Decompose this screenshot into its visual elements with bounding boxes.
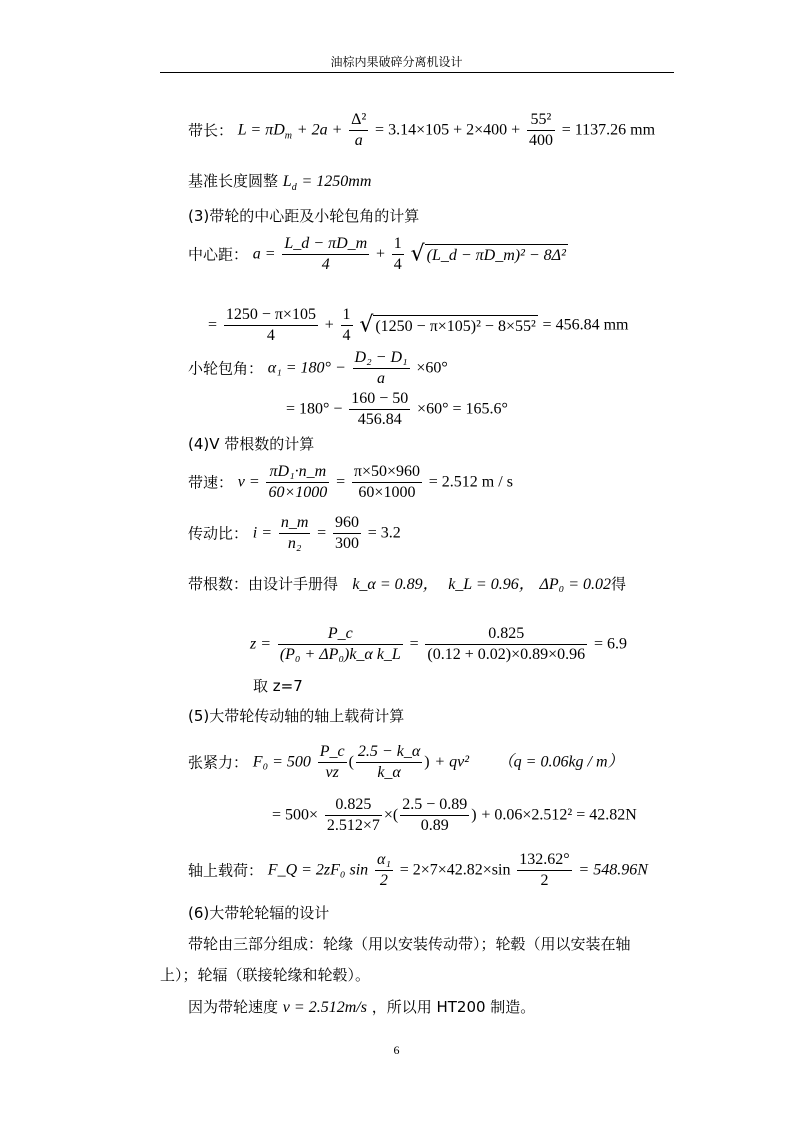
tension-q: （q = 0.06kg / m） [497,753,624,771]
belt-length-mid: = 3.14×105 + 2×400 + [375,121,521,139]
fraction-numerator: πD₁·n_m [266,462,329,483]
fraction-denominator: 400 [528,132,553,149]
fraction-numerator: π×50×960 [352,462,422,483]
shaft-load-line [188,850,648,891]
datum-length-value: = 1250mm [301,173,372,190]
fraction-denominator: (P₀ + ΔP₀)k_α k_L [279,646,401,663]
wrap-angle-head-2: = 180° − [286,400,343,418]
fraction-denominator: 60×1000 [268,484,328,501]
fraction-numerator: 1 [392,234,404,255]
tension2-fraction [325,795,382,836]
datum-length-label: 基准长度圆整 [188,172,279,190]
center-plus: + [375,245,386,263]
ratio-fraction [279,513,311,554]
center-distance-a: a = [252,245,276,263]
datum-length-symbol: L [282,173,292,190]
fraction-numerator: n_m [279,513,311,534]
tension-paren-fraction [356,742,422,783]
section-3-heading: (3)带轮的中心距及小轮包角的计算 [188,207,420,225]
fraction-denominator: a [354,132,363,149]
paragraph-line-1: 带轮由三部分组成：轮缘（用以安装传动带）；轮毂（用以安装在轴 [188,935,631,953]
tension-f: F₀ = 500 [252,753,311,771]
tension-tail: + qv² [434,753,470,771]
fraction-numerator: 2.5 − 0.89 [400,795,469,816]
z-result: = 6.9 [593,635,627,653]
tension-fraction [318,742,347,783]
wrap-angle-alpha: α₁ = 180° − [267,359,346,377]
belt-count-de: 得 [611,575,627,593]
section-4-heading: (4)V 带根数的计算 [188,435,315,453]
center-distance-fraction-2 [224,305,318,346]
paragraph-3-start: 因为带轮速度 [188,998,279,1016]
fraction-numerator: 960 [333,513,361,534]
fraction-denominator: 4 [342,327,351,344]
fraction-denominator: 4 [321,256,330,273]
fraction-numerator: D₂ − D₁ [353,348,410,369]
paragraph-line-2: 上）；轮辐（联接轮缘和轮毂）。 [160,966,371,984]
tension-line-2: = 500× $\frac{0.825}{2.512\times 7}$ ×( $\frac{2.5 - 0.89}{0.89}$ ) + 0.06×2.512² = 42.82N [272,796,637,834]
fraction-denominator: 300 [334,535,359,552]
paragraph-3-speed: v = 2.512m/s [282,999,367,1016]
center-sqrt-body-2: (1250 − π×105)² − 8×55² [373,315,537,337]
paragraph-line-3 [188,998,535,1017]
fraction-denominator: 4 [266,327,275,344]
belt-count-line [188,575,626,594]
wrap-angle-line [188,348,448,389]
center-distance-fraction [282,234,369,275]
fraction-denominator: a [377,370,386,387]
center-plus-2: + [324,316,334,334]
belt-length-line: 带长： $L = \pi D_m + 2a$ + $\frac{\text{Δ²}}{a}$ = 3.14×105 + 2×400 + $\frac{\text{55²}}{400}$ = 1137.26 mm [188,111,656,149]
belt-length-result: = 1137.26 mm [561,121,656,139]
z-head: z = [250,635,272,653]
datum-length-line: 基准长度圆整 $L_d = 1250mm$ [188,172,372,193]
center-eq: = [208,316,218,334]
fraction-denominator: 2 [540,872,549,889]
fraction-numerator: 1250 − π×105 [224,305,318,326]
tension2-head: = 500× [272,806,319,824]
fraction-denominator: 456.84 [357,411,402,428]
fraction-numerator: P_c [278,624,403,645]
shaft-load-f: F_Q = 2zF₀ sin [267,861,369,879]
belt-length-label: 带长： [188,121,234,140]
fraction-numerator: 55² [527,110,555,131]
paragraph-3-end: ，所以用 HT200 制造。 [371,998,536,1016]
fraction-numerator: P_c [318,742,347,763]
belt-speed-label: 带速： [188,473,234,492]
z-eq: = [409,635,419,653]
wrap-angle-fraction [353,348,410,389]
z-formula-line [250,624,627,665]
ratio-result: = 3.2 [367,524,401,542]
wrap-angle-fraction-2 [349,389,410,430]
wrap-angle-label: 小轮包角： [188,359,264,378]
tension-label: 张紧力： [188,753,249,772]
center-sqrt-body: (L_d − πD_m)² − 8Δ² [425,244,568,266]
page-number: 6 [393,1043,400,1057]
belt-count-kl: k_L = 0.96， [448,576,535,593]
belt-speed-result: = 2.512 m / s [428,473,513,491]
belt-speed-v: v = [237,473,260,491]
belt-length-fraction [349,110,368,151]
section-5-heading: (5)大带轮传动轴的轴上载荷计算 [188,707,405,725]
shaft-load-label: 轴上载荷： [188,861,264,880]
tension2-tail: + 0.06×2.512² = 42.82N [481,806,637,824]
radical-sign: √ [410,241,425,267]
belt-speed-fraction [266,462,329,503]
tension2-paren-fraction [400,795,469,836]
wrap-angle-tail: ×60° [416,359,448,377]
belt-length-rest: + 2a + [296,121,343,139]
center-quarter-fraction [392,234,404,275]
shaft-load-fraction-2 [517,850,571,891]
tension-line: 张紧力： F₀ = 500 $\frac{P\_c}{vz}$ ( $\frac{2.5 - k\_\alpha}{k\_\alpha}$ ) + qv² （q = 0.06kg / m） [188,743,624,781]
fraction-denominator: vz [325,764,339,781]
fraction-numerator: 160 − 50 [349,389,410,410]
belt-count-dp: ΔP₀ = 0.02 [539,576,612,593]
belt-length-fraction-2 [527,110,555,151]
shaft-load-fraction [375,850,393,891]
fraction-denominator: 0.89 [420,817,449,834]
center-result: = 456.84 mm [542,316,629,334]
fraction-numerator: 2.5 − k_α [356,742,422,763]
take-z-line: 取 z=7 [253,677,303,695]
belt-count-label: 带根数：由设计手册得 [188,575,339,593]
header-rule [160,72,674,73]
fraction-numerator: Δ² [349,110,368,131]
fraction-numerator: L_d − πD_m [282,234,369,255]
belt-speed-eq: = [336,473,346,491]
fraction-numerator: 0.825 [425,624,587,645]
page-header-title: 油棕内果破碎分离机设计 [330,55,463,69]
ratio-fraction-2 [333,513,361,554]
center-distance-label: 中心距： [188,245,249,264]
z-fraction-2 [425,624,587,665]
z-fraction [278,624,403,665]
shaft-load-result: = 548.96N [578,861,648,879]
fraction-denominator: 2 [379,872,388,889]
ratio-i: i = [252,524,273,542]
center-distance-line [188,234,568,275]
center-distance-line-2 [208,305,628,346]
fraction-denominator: n₂ [287,535,302,552]
belt-speed-fraction-2 [352,462,422,503]
wrap-angle-line-2 [286,389,508,430]
ratio-label: 传动比： [188,524,249,543]
section-6-heading: (6)大带轮轮辐的设计 [188,904,330,922]
fraction-numerator: 1 [341,305,353,326]
fraction-denominator: 2.512×7 [326,817,380,834]
belt-count-ka: k_α = 0.89， [352,576,439,593]
wrap-angle-tail-2: ×60° = 165.6° [417,400,508,418]
fraction-denominator: k_α [377,764,401,781]
fraction-denominator: 4 [393,256,402,273]
fraction-denominator: 60×1000 [358,484,416,501]
fraction-numerator: 132.62° [517,850,571,871]
shaft-load-mid: = 2×7×42.82×sin [399,861,511,879]
center-quarter-fraction-2 [341,305,353,346]
ratio-line [188,513,401,554]
belt-length-formula: L = πD [237,121,285,139]
fraction-numerator: α₁ [375,850,393,871]
belt-speed-line [188,462,513,503]
ratio-eq: = [317,524,327,542]
fraction-denominator: (0.12 + 0.02)×0.89×0.96 [427,646,586,663]
fraction-numerator: 0.825 [325,795,382,816]
radical-sign: √ [359,312,374,338]
